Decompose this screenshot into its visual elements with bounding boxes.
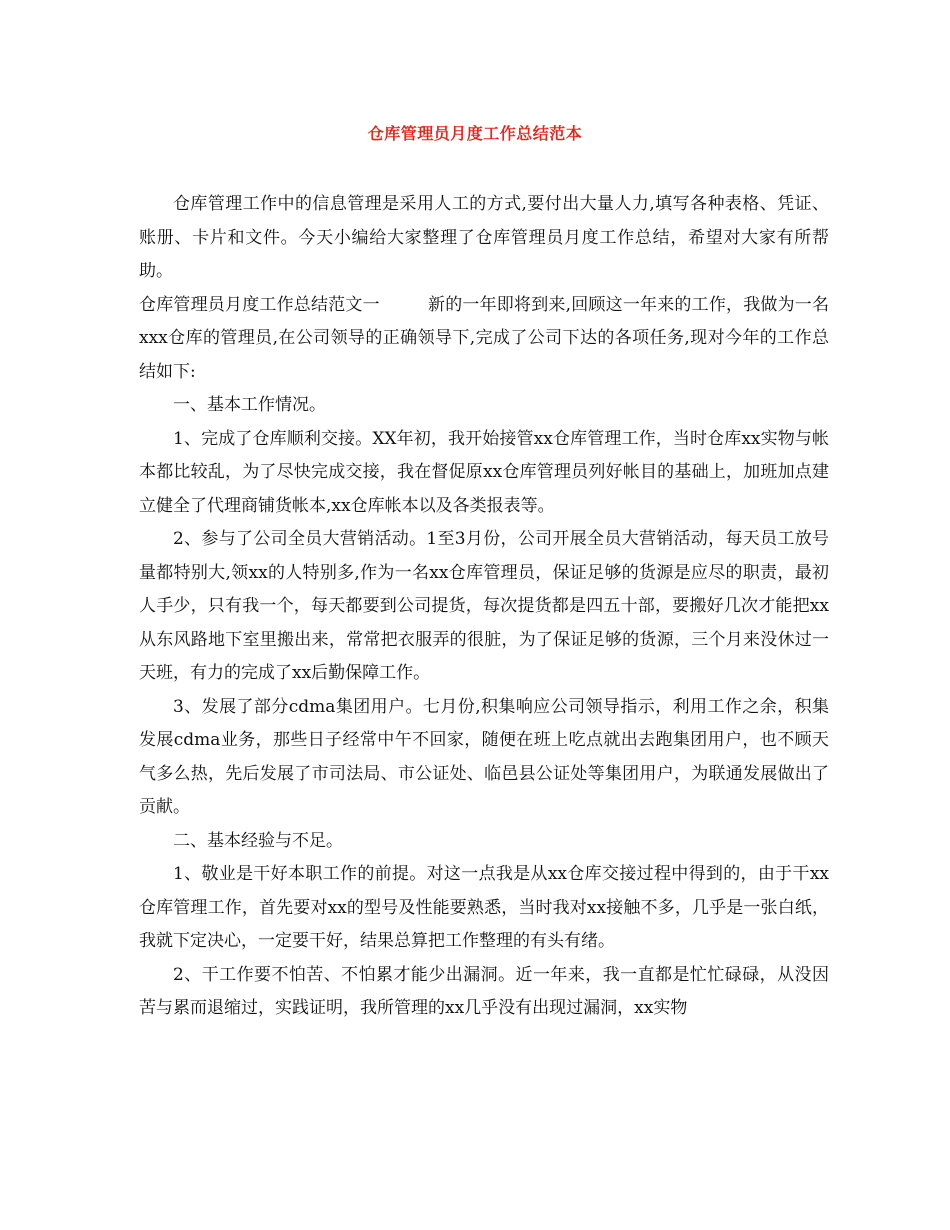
list-item: 1、敬业是干好本职工作的前提。对这一点我是从xx仓库交接过程中得到的，由于干xx仓库管理工作，首先要对xx的型号及性能要熟悉，当时我对xx接触不多，几乎是一张白纸，我就下定决心，一定要干好，结果总算把工作整理的有头有绪。 bbox=[139, 864, 829, 951]
sample-heading: 仓库管理员月度工作总结范文一 bbox=[139, 294, 380, 315]
intro-paragraph: 仓库管理工作中的信息管理是采用人工的方式,要付出大量人力,填写各种表格、凭证、账册、卡片和文件。今天小编给大家整理了仓库管理员月度工作总结，希望对大家有所帮助。 bbox=[139, 194, 829, 281]
sample-paragraph bbox=[139, 289, 829, 390]
sample-intro-text: 新的一年即将到来,回顾这一年来的工作，我做为一名xxx仓库的管理员,在公司领导的正确领导下,完成了公司下达的各项任务,现对今年的工作总结如下: bbox=[139, 294, 830, 382]
document-body bbox=[139, 188, 829, 1026]
list-item: 1、完成了仓库顺利交接。XX年初，我开始接管xx仓库管理工作，当时仓库xx实物与帐本都比较乱，为了尽快完成交接，我在督促原xx仓库管理员列好帐目的基础上，加班加点建立健全了代理商铺货帐本,xx仓库帐本以及各类报表等。 bbox=[139, 428, 829, 516]
section-heading: 二、基本经验与不足。 bbox=[173, 830, 343, 851]
list-item: 3、发展了部分cdma集团用户。七月份,积集响应公司领导指示，利用工作之余，积集发展cdma业务，那些日子经常中午不回家，随便在班上吃点就出去跑集团用户，也不顾天气多么热，先后发展了市司法局、市公证处、临邑县公证处等集团用户，为联通发展做出了贡献。 bbox=[139, 696, 829, 817]
list-item: 2、参与了公司全员大营销活动。1至3月份，公司开展全员大营销活动，每天员工放号量都特别大,领xx的人特别多,作为一名xx仓库管理员，保证足够的货源是应尽的职责，最初人手少，只有我一个，每天都要到公司提货，每次提货都是四五十部，要搬好几次才能把xx从东风路地下室里搬出来，常常把衣服弄的很脏，为了保证足够的货源，三个月来没休过一天班，有力的完成了xx后勤保障工作。 bbox=[139, 529, 829, 683]
document-title: 仓库管理员月度工作总结范本 bbox=[367, 124, 583, 143]
list-item: 2、干工作要不怕苦、不怕累才能少出漏洞。近一年来，我一直都是忙忙碌碌，从没因苦与累而退缩过，实践证明，我所管理的xx几乎没有出现过漏洞，xx实物 bbox=[139, 964, 829, 1018]
section-heading: 一、基本工作情况。 bbox=[173, 395, 326, 415]
